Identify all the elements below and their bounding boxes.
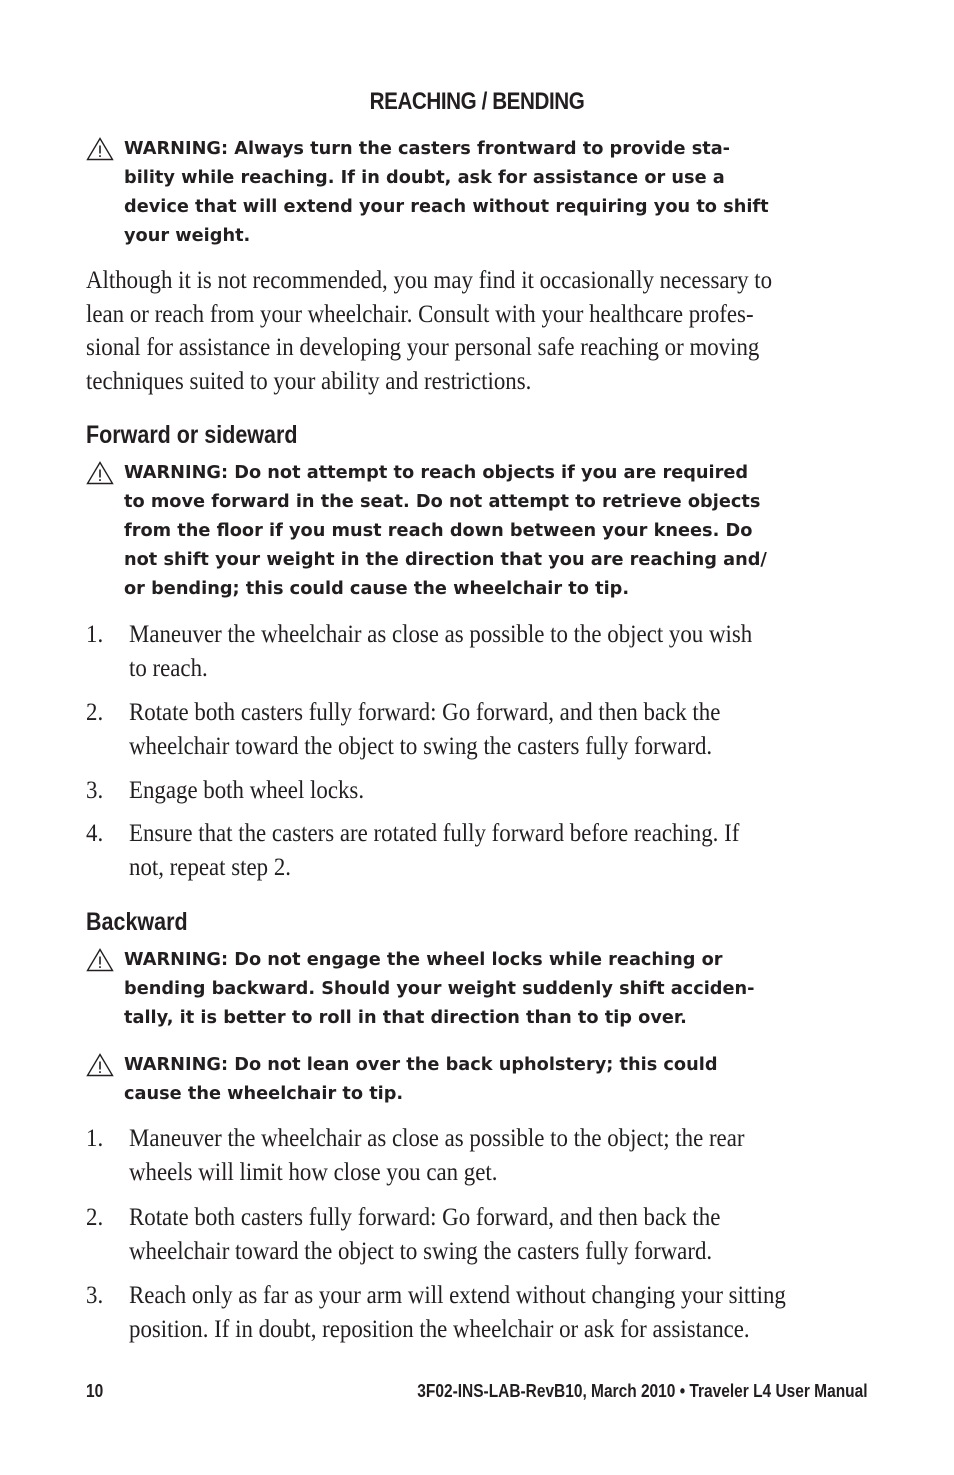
step-number: 3. — [86, 777, 104, 804]
manual-page — [86, 0, 868, 1475]
step-text: Maneuver the wheelchair as close as possible to the object you wish to reach. — [129, 621, 753, 682]
step-number: 3. — [86, 1282, 104, 1309]
step-number: 4. — [86, 820, 104, 847]
page-number: 10 — [86, 1381, 104, 1401]
warning-text: WARNING: Always turn the casters frontward to provide sta- bility while reaching. If in doubt, ask for assistance or use a device that will extend your reach without requiring you to shift your weight. — [124, 138, 769, 246]
warning-text: WARNING: Do not engage the wheel locks while reaching or bending backward. Should your weight suddenly shift acciden- tally, it is better to roll in that direction than to tip over. — [124, 949, 755, 1028]
warning-text: WARNING: Do not lean over the back upholstery; this could cause the wheelchair to tip. — [124, 1054, 718, 1104]
step-text: Reach only as far as your arm will extend without changing your sitting position. If in doubt, reposition the wheelchair or ask for assistance. — [129, 1282, 786, 1343]
intro-paragraph: Although it is not recommended, you may find it occasionally necessary to lean or reach from your wheelchair. Consult with your healthcare profes- sional for assistance in developing your personal safe reaching or moving techniques suited to your ability and restrictions. — [86, 267, 773, 395]
section-title: REACHING / BENDING — [369, 88, 585, 115]
step-text: Engage both wheel locks. — [129, 777, 365, 804]
document-footer: 3F02-INS-LAB-RevB10, March 2010 • Traveler L4 User Manual — [417, 1381, 868, 1401]
warning-triangle-icon — [86, 137, 114, 161]
warning-triangle-icon — [86, 461, 114, 485]
subheading-backward: Backward — [86, 908, 188, 936]
step-number: 1. — [86, 1125, 104, 1152]
warning-text: WARNING: Do not attempt to reach objects if you are required to move forward in the seat. Do not attempt to retrieve objects from the floor if you must reach down between your knees. Do not shift your weight in the direction that you are reaching and/ or bending; this could cause the wheelchair to tip. — [124, 462, 767, 599]
warning-triangle-icon — [86, 948, 114, 972]
step-text: Maneuver the wheelchair as close as possible to the object; the rear wheels will limit how close you can get. — [129, 1125, 745, 1186]
step-number: 2. — [86, 699, 104, 726]
step-number: 2. — [86, 1204, 104, 1231]
step-text: Rotate both casters fully forward: Go forward, and then back the wheelchair toward the object to swing the casters fully forward. — [129, 699, 721, 760]
step-text: Rotate both casters fully forward: Go forward, and then back the wheelchair toward the object to swing the casters fully forward. — [129, 1204, 721, 1265]
warning-triangle-icon — [86, 1053, 114, 1077]
step-text: Ensure that the casters are rotated fully forward before reaching. If not, repeat step 2. — [129, 820, 740, 881]
subheading-forward: Forward or sideward — [86, 421, 298, 449]
step-number: 1. — [86, 621, 104, 648]
